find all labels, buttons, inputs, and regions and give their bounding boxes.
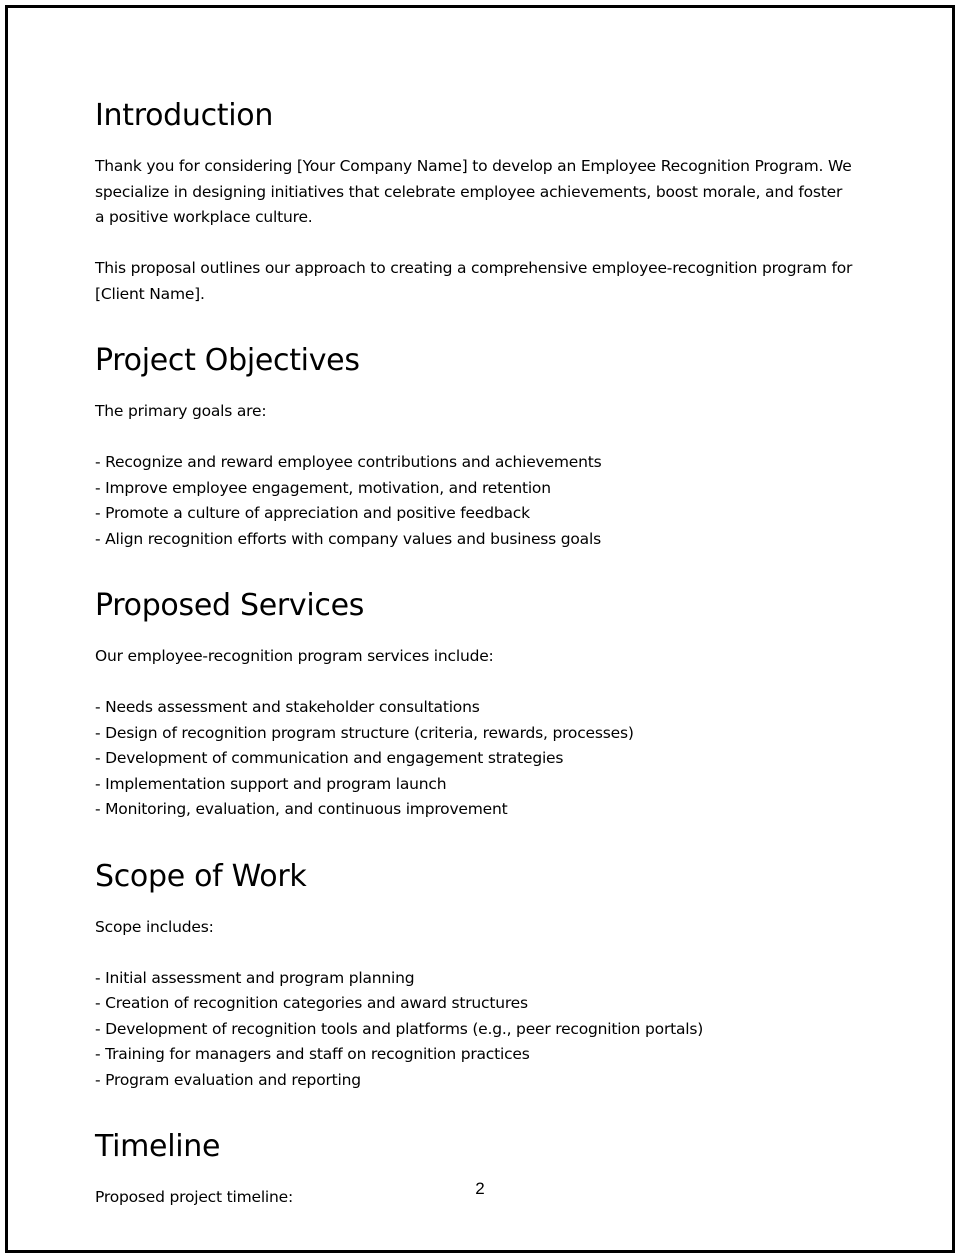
section-intro: The primary goals are: <box>95 402 267 420</box>
section-scope-of-work <box>95 859 855 1094</box>
scope-list <box>95 966 855 1094</box>
section-heading: Introduction <box>95 98 274 133</box>
section-proposed-services <box>95 588 855 823</box>
document-body <box>95 98 855 1211</box>
paragraph: Thank you for considering [Your Company Name] to develop an Employee Recognition Program. We specialize in designing initiatives that celebrate employee achievements, boost morale, and foster a positive workplace culture. <box>95 157 852 226</box>
section-heading: Project Objectives <box>95 343 360 378</box>
list-item: - Align recognition efforts with company values and business goals <box>95 529 601 548</box>
section-introduction <box>95 98 855 307</box>
section-intro: Scope includes: <box>95 917 214 936</box>
objectives-list <box>95 450 855 552</box>
list-item: - Development of communication and engagement strategies <box>95 749 564 767</box>
list-item: - Improve employee engagement, motivation, and retention <box>95 478 551 497</box>
list-item: - Training for managers and staff on recognition practices <box>95 1045 530 1063</box>
section-heading: Timeline <box>95 1129 221 1164</box>
services-list <box>95 695 855 823</box>
section-heading: Scope of Work <box>95 858 307 894</box>
list-item: - Needs assessment and stakeholder consultations <box>95 698 480 716</box>
list-item: - Monitoring, evaluation, and continuous improvement <box>95 800 508 818</box>
list-item: - Initial assessment and program planning <box>95 968 415 987</box>
list-item: - Creation of recognition categories and award structures <box>95 994 528 1012</box>
section-heading: Proposed Services <box>95 588 365 623</box>
section-intro: Our employee-recognition program services include: <box>95 647 494 665</box>
section-project-objectives <box>95 343 855 552</box>
list-item: - Recognize and reward employee contributions and achievements <box>95 453 602 471</box>
paragraph: This proposal outlines our approach to creating a comprehensive employee-recognition program for [Client Name]. <box>95 259 853 303</box>
list-item: - Promote a culture of appreciation and positive feedback <box>95 504 530 522</box>
section-intro: Proposed project timeline: <box>95 1188 294 1206</box>
list-item: - Program evaluation and reporting <box>95 1070 361 1089</box>
list-item: - Design of recognition program structure (criteria, rewards, processes) <box>95 723 634 742</box>
list-item: - Development of recognition tools and platforms (e.g., peer recognition portals) <box>95 1019 704 1038</box>
page-number: 2 <box>475 1179 485 1198</box>
list-item: - Implementation support and program launch <box>95 774 447 793</box>
